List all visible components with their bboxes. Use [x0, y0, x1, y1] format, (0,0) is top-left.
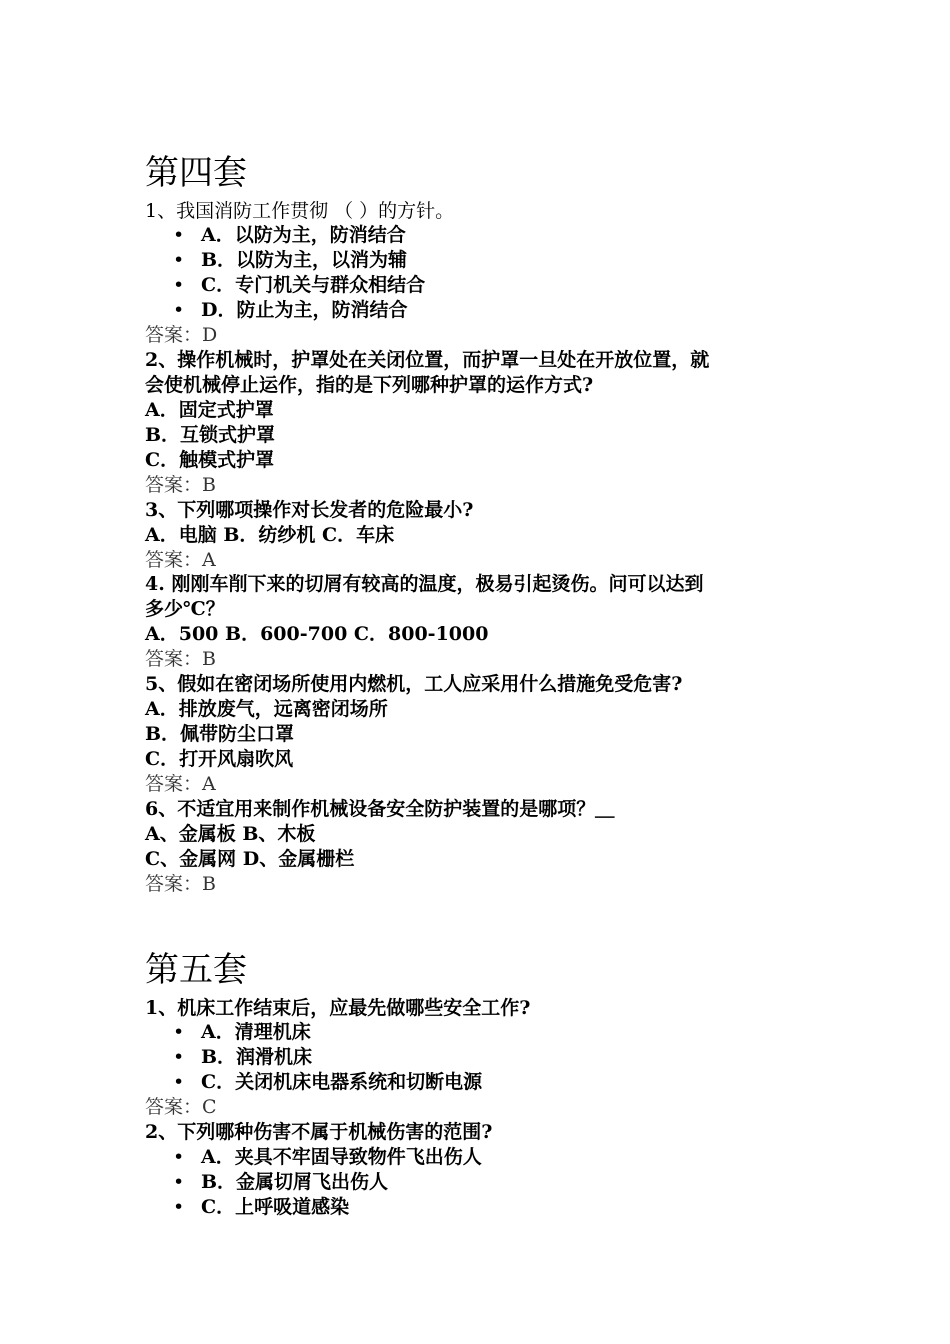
bullet-icon: • [173, 224, 185, 246]
set-title-4: 第四套 [145, 153, 247, 193]
bullet-icon: • [173, 274, 185, 296]
answer-4-2: 答案：B [145, 474, 216, 496]
option-5-1-a: • A．清理机床 [173, 1021, 311, 1043]
options-4-4: A．500 B．600-700 C．800-1000 [145, 623, 489, 645]
option-4-2-b: B．互锁式护罩 [145, 424, 276, 446]
option-4-2-a: A．固定式护罩 [145, 399, 274, 421]
bullet-icon: • [173, 299, 185, 321]
question-4-4-line1: 4. 刚刚车削下来的切屑有较高的温度，极易引起烫伤。问可以达到 [145, 573, 704, 595]
option-5-2-c: • C．上呼吸道感染 [173, 1196, 350, 1218]
option-4-1-d: • D．防止为主，防消结合 [173, 299, 408, 321]
option-4-2-c: C．触模式护罩 [145, 449, 275, 471]
question-4-2-line2: 会使机械停止运作，指的是下列哪种护罩的运作方式? [145, 374, 594, 396]
bullet-icon: • [173, 1021, 185, 1043]
question-5-1: 1、机床工作结束后，应最先做哪些安全工作? [145, 997, 531, 1019]
question-4-5: 5、假如在密闭场所使用内燃机，工人应采用什么措施免受危害? [145, 673, 683, 695]
answer-4-5: 答案：A [145, 773, 216, 795]
options-4-6-line2: C、金属网 D、金属栅栏 [145, 848, 355, 870]
question-4-3: 3、下列哪项操作对长发者的危险最小? [145, 499, 474, 521]
bullet-icon: • [173, 1146, 185, 1168]
option-5-1-c: • C．关闭机床电器系统和切断电源 [173, 1071, 483, 1093]
option-4-5-b: B．佩带防尘口罩 [145, 723, 295, 745]
answer-5-1: 答案：C [145, 1096, 217, 1118]
bullet-icon: • [173, 1171, 185, 1193]
question-4-6: 6、不适宜用来制作机械设备安全防护装置的是哪项？＿ [145, 798, 615, 820]
option-5-2-a: • A．夹具不牢固导致物件飞出伤人 [173, 1146, 482, 1168]
option-4-1-a: • A．以防为主，防消结合 [173, 224, 406, 246]
options-4-3: A．电脑 B．纺纱机 C．车床 [145, 524, 395, 546]
answer-4-1: 答案：D [145, 324, 218, 346]
question-4-2-line1: 2、操作机械时，护罩处在关闭位置，而护罩一旦处在开放位置，就 [145, 349, 710, 371]
option-4-1-c: • C．专门机关与群众相结合 [173, 274, 426, 296]
option-4-1-b: • B．以防为主，以消为辅 [173, 249, 408, 271]
option-5-1-b: • B．润滑机床 [173, 1046, 313, 1068]
answer-4-4: 答案：B [145, 648, 216, 670]
question-4-1: 1、我国消防工作贯彻 （ ）的方针。 [145, 200, 455, 222]
set-title-5: 第五套 [145, 950, 247, 990]
bullet-icon: • [173, 1071, 185, 1093]
question-4-4-line2: 多少℃？ [145, 598, 225, 620]
bullet-icon: • [173, 1046, 185, 1068]
option-4-5-a: A．排放废气，远离密闭场所 [145, 698, 388, 720]
option-4-5-c: C．打开风扇吹风 [145, 748, 294, 770]
question-5-2: 2、下列哪种伤害不属于机械伤害的范围? [145, 1121, 493, 1143]
bullet-icon: • [173, 1196, 185, 1218]
option-5-2-b: • B．金属切屑飞出伤人 [173, 1171, 389, 1193]
options-4-6-line1: A、金属板 B、木板 [145, 823, 316, 845]
answer-4-3: 答案：A [145, 549, 216, 571]
answer-4-6: 答案：B [145, 873, 216, 895]
bullet-icon: • [173, 249, 185, 271]
